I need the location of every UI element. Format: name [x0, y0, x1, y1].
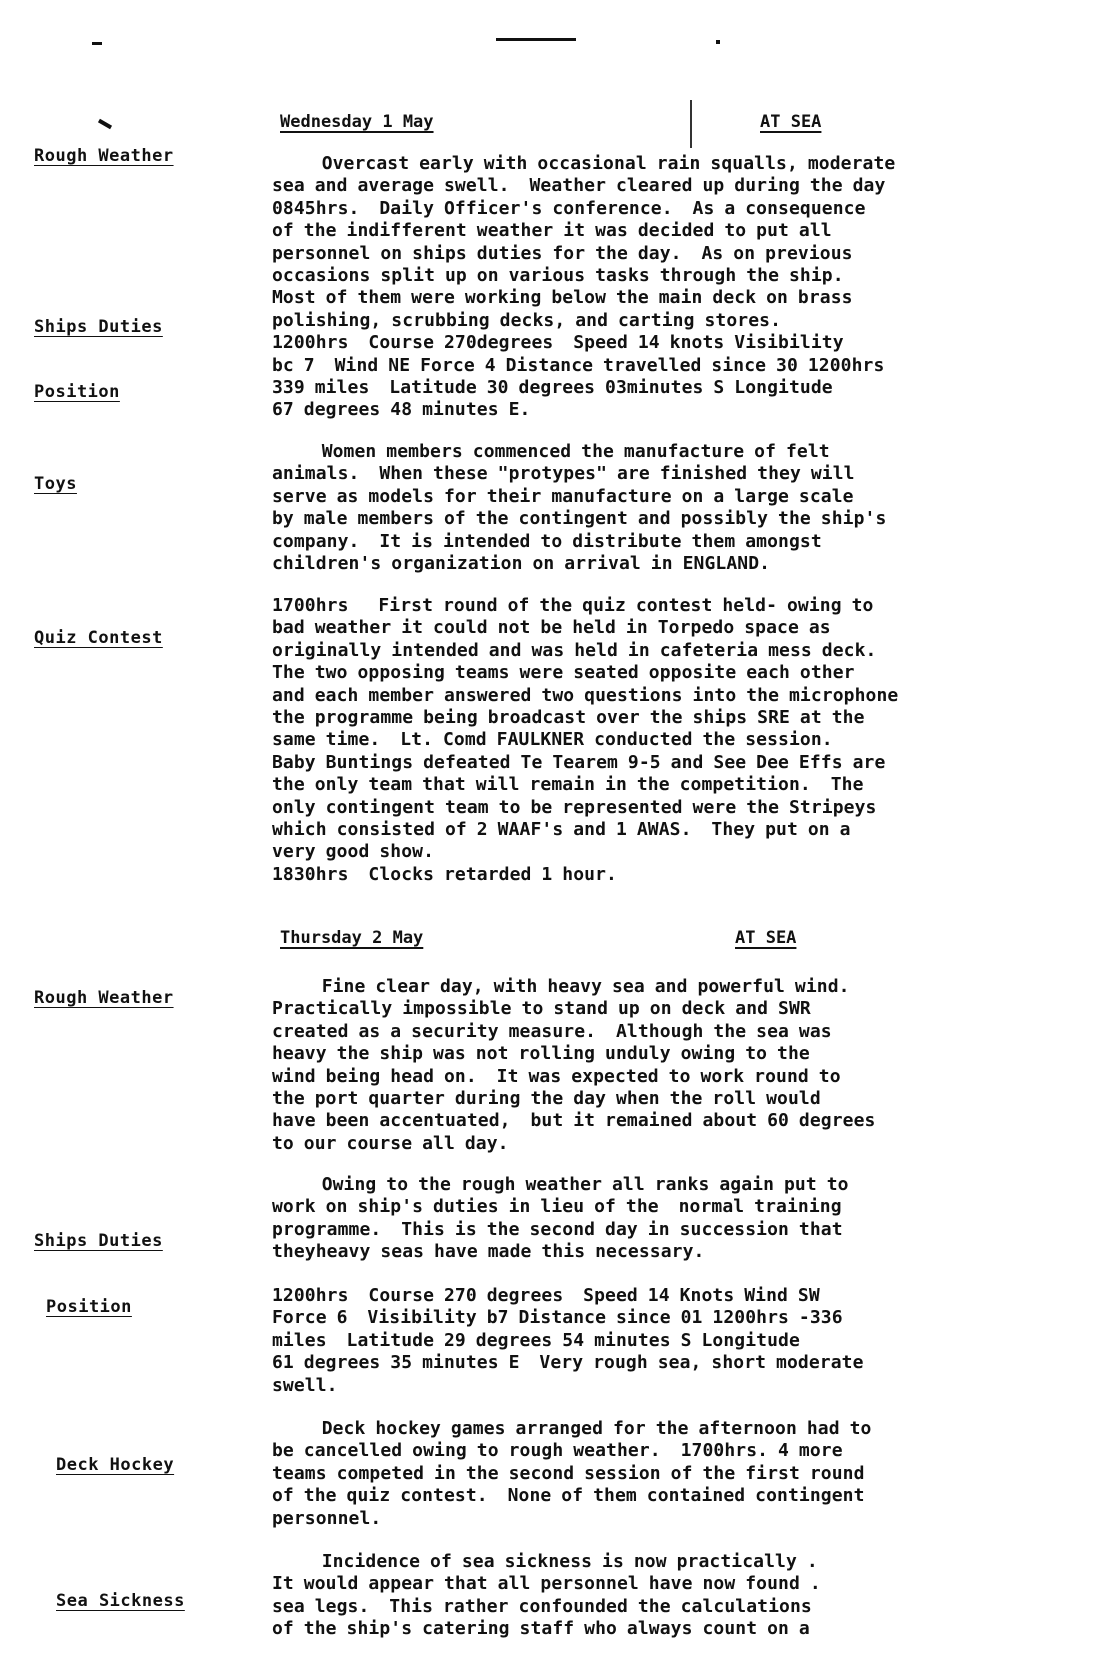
entry-date: Wednesday 1 May: [280, 112, 434, 132]
label-toys: Toys: [34, 474, 77, 494]
label-quiz-contest: Quiz Contest: [34, 628, 163, 648]
margin-tick-mark: [98, 119, 112, 129]
para-duties-day2: Owing to the rough weather all ranks again put to work on ship's duties in lieu of the normal training programme. This is the second day in succession that theyheavy seas have made this necessary.: [272, 1174, 849, 1263]
label-sea-sickness: Sea Sickness: [56, 1591, 185, 1611]
label-ships-duties: Ships Duties: [34, 1231, 163, 1251]
label-ships-duties: Ships Duties: [34, 317, 163, 337]
header-pencil-mark: [690, 100, 692, 148]
para-deck-hockey: Deck hockey games arranged for the afternoon had to be cancelled owing to rough weather. 1700hrs. 4 more teams competed in the second session of the first round of the quiz contest. None of them contained contingent personnel.: [272, 1418, 872, 1529]
label-position: Position: [46, 1297, 132, 1317]
para-toys: Women members commenced the manufacture of felt animals. When these "protypes" are finished they will serve as models for their manufacture on a large scale by male members of the contingent and possibly the ship's company. It is intended to distribute them amongst children's organization on arrival in ENGLAND.: [272, 441, 887, 575]
para-position-day2: 1200hrs Course 270 degrees Speed 14 Knots Wind SW Force 6 Visibility b7 Distance since 01 1200hrs -336 miles Latitude 29 degrees 54 minutes S Longitude 61 degrees 35 minutes E Very rough sea, short moderate swell.: [272, 1285, 864, 1396]
entry-date: Thursday 2 May: [280, 928, 424, 948]
label-rough-weather: Rough Weather: [34, 988, 174, 1008]
top-right-dot: [716, 40, 720, 44]
para-weather-day2: Fine clear day, with heavy sea and powerful wind. Practically impossible to stand up on deck and SWR created as a security measure. Although the sea was heavy the ship was not rolling unduly owing to the wind being head on. It was expected to work round to the port quarter during the day when the roll would have been accentuated, but it remained about 60 degrees to our course all day.: [272, 976, 876, 1154]
entry-location: AT SEA: [735, 928, 797, 948]
top-left-mark: [92, 42, 102, 45]
para-weather-day1: Overcast early with occasional rain squalls, moderate sea and average swell. Weather cleared up during the day 0845hrs. Daily Officer's conference. As a consequence of the indifferent weather it was decided to put all personnel on ships duties for the day. As on previous occasions split up on various tasks through the ship. Most of them were working below the main deck on brass polishing, scrubbing decks, and carting stores. 1200hrs Course 270degrees Speed 14 knots Visibility bc 7 Wind NE Force 4 Distance travelled since 30 1200hrs 339 miles Latitude 30 degrees 03minutes S Longitude 67 degrees 48 minutes E.: [272, 153, 896, 421]
label-deck-hockey: Deck Hockey: [56, 1455, 175, 1475]
label-rough-weather: Rough Weather: [34, 146, 174, 166]
label-position: Position: [34, 382, 120, 402]
top-rule-mark: [496, 38, 576, 41]
para-quiz: 1700hrs First round of the quiz contest held- owing to bad weather it could not be held in Torpedo space as originally intended and was held in cafeteria mess deck. The two opposing teams were seated opposite each other and each member answered two questions into the microphone the programme being broadcast over the ships SRE at the same time. Lt. Comd FAULKNER conducted the session. Baby Buntings defeated Te Tearem 9-5 and See Dee Effs are the only team that will remain in the competition. The only contingent team to be represented were the Stripeys which consisted of 2 WAAF's and 1 AWAS. They put on a very good show. 1830hrs Clocks retarded 1 hour.: [272, 595, 899, 885]
para-sea-sickness: Incidence of sea sickness is now practically . It would appear that all personnel have now found . sea legs. This rather confounded the calculations of the ship's catering staff who always count on a: [272, 1551, 821, 1640]
entry-location: AT SEA: [760, 112, 822, 132]
